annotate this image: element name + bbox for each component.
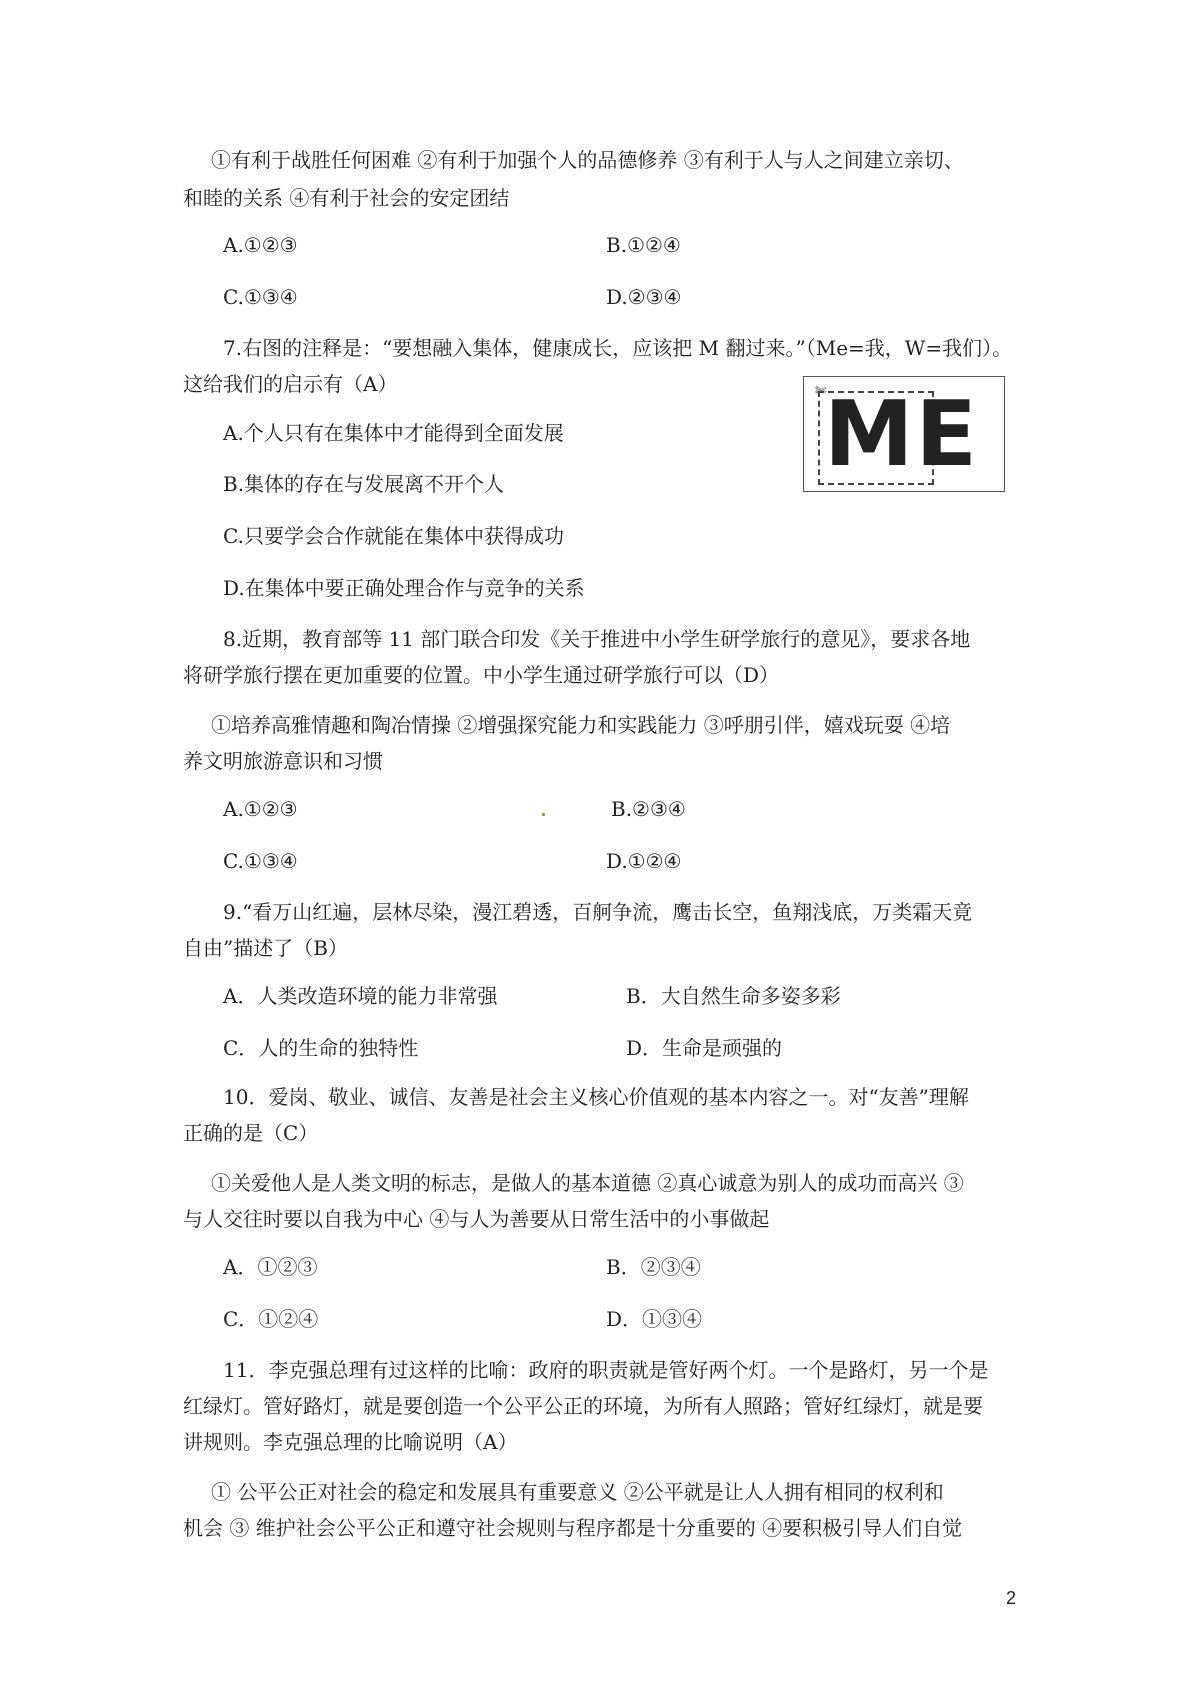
question-9: 9.“看万山红遍，层林尽染，漫江碧透，百舸争流，鹰击长空，鱼翔浅底，万类霜天竟 (223, 900, 973, 924)
text-line: 自由”描述了（B） (183, 936, 348, 960)
text-line: 养文明旅游意识和习惯 (183, 749, 383, 773)
option-b: B.集体的存在与发展离不开个人 (223, 472, 505, 496)
text-line: ①培养高雅情趣和陶冶情操 ②增强探究能力和实践能力 ③呼朋引伴，嬉戏玩耍 ④培 (211, 713, 951, 737)
option-d: D.①②④ (606, 849, 682, 873)
question-8: 8.近期，教育部等 11 部门联合印发《关于推进中小学生研学旅行的意见》，要求各地 (223, 627, 971, 651)
text-line: 将研学旅行摆在更加重要的位置。中小学生通过研学旅行可以（D） (183, 663, 780, 687)
question-11: 11．李克强总理有过这样的比喻：政府的职责就是管好两个灯。一个是路灯，另一个是 (223, 1358, 989, 1382)
text-line: 机会 ③ 维护社会公平公正和遵守社会规则与程序都是十分重要的 ④要积极引导人们自觉 (183, 1516, 963, 1540)
text-line: 正确的是（C） (183, 1121, 319, 1145)
text-line: 这给我们的启示有（A） (183, 372, 398, 396)
option-b: B.②③④ (611, 797, 686, 821)
option-a: A.①②③ (223, 797, 298, 821)
text-line: ①关爱他人是人类文明的标志，是做人的基本道德 ②真心诚意为别人的成功而高兴 ③ (211, 1171, 964, 1195)
option-d: D.②③④ (606, 285, 682, 309)
option-c: C.只要学会合作就能在集体中获得成功 (223, 524, 564, 548)
option-a: A.①②③ (223, 233, 298, 257)
cursor-icon: ✄ (815, 383, 827, 399)
page-number: 2 (1006, 1588, 1017, 1608)
option-a: A．人类改造环境的能力非常强 (223, 984, 498, 1008)
option-b: B．大自然生命多姿多彩 (626, 984, 841, 1008)
question-10: 10．爱岗、敬业、诚信、友善是社会主义核心价值观的基本内容之一。对“友善”理解 (223, 1085, 969, 1109)
text-line: 红绿灯。管好路灯，就是要创造一个公平公正的环境，为所有人照路；管好红绿灯，就是要 (183, 1394, 983, 1418)
me-text: ME (824, 382, 980, 487)
option-c: C.①③④ (223, 285, 298, 309)
option-d: D．生命是顽强的 (626, 1036, 783, 1060)
option-c: C．人的生命的独特性 (223, 1036, 419, 1060)
option-b: B．②③④ (606, 1255, 701, 1279)
question-7: 7.右图的注释是：“要想融入集体，健康成长，应该把 M 翻过来。”（Me=我，W=我们）。 (223, 336, 1013, 360)
option-d: D．①③④ (606, 1307, 703, 1331)
stray-dot (542, 813, 545, 816)
option-c: C.①③④ (223, 849, 298, 873)
text-line: 讲规则。李克强总理的比喻说明（A） (183, 1430, 518, 1454)
option-d: D.在集体中要正确处理合作与竞争的关系 (223, 576, 585, 600)
text-line: 与人交往时要以自我为中心 ④与人为善要从日常生活中的小事做起 (183, 1207, 770, 1231)
text-line: ①有利于战胜任何困难 ②有利于加强个人的品德修养 ③有利于人与人之间建立亲切、 (211, 148, 964, 172)
text-line: 和睦的关系 ④有利于社会的安定团结 (183, 186, 510, 210)
option-a: A．①②③ (223, 1255, 318, 1279)
me-figure (803, 376, 1005, 492)
text-line: ① 公平公正对社会的稳定和发展具有重要意义 ②公平就是让人人拥有相同的权利和 (211, 1480, 944, 1504)
option-a: A.个人只有在集体中才能得到全面发展 (223, 421, 564, 445)
option-c: C．①②④ (223, 1307, 319, 1331)
option-b: B.①②④ (606, 233, 681, 257)
